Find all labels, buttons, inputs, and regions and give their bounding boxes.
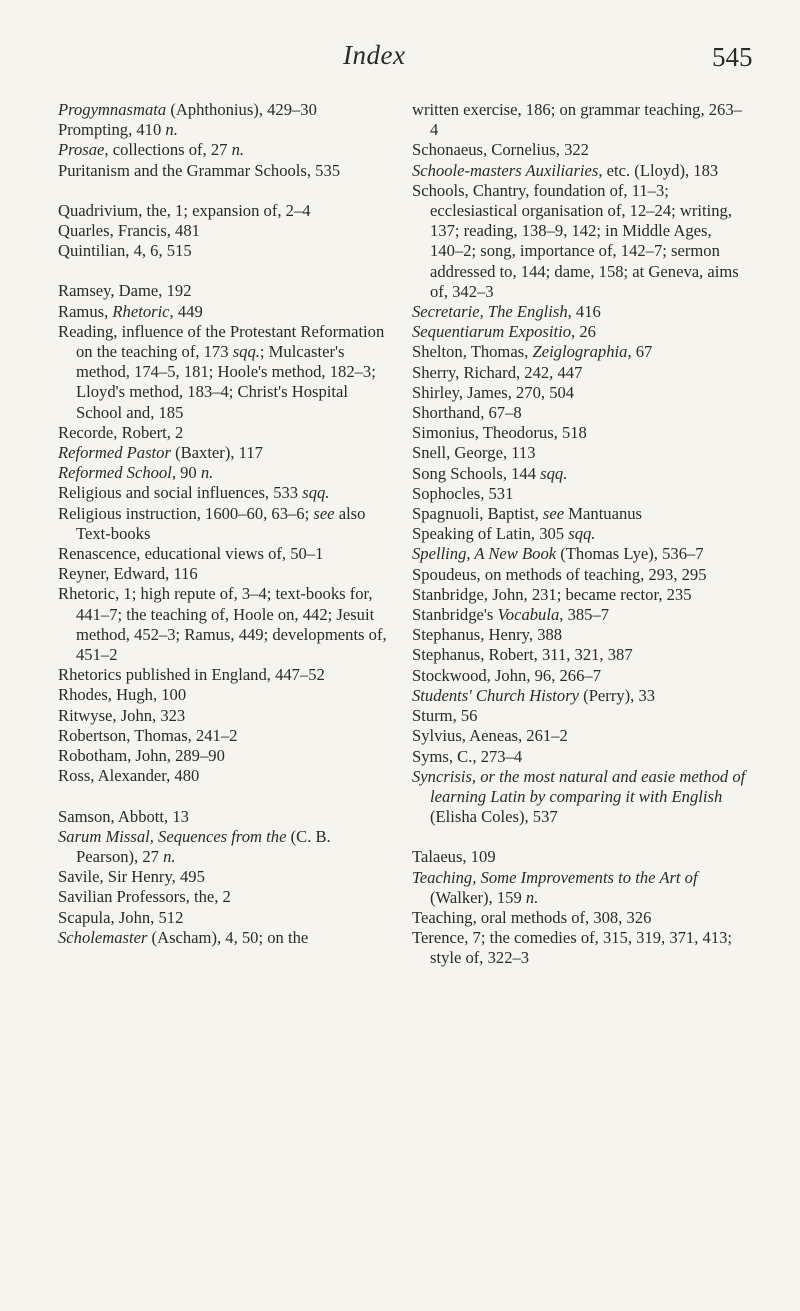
index-entry: [58, 504, 394, 544]
letter-section-gap: [412, 827, 746, 847]
index-entry-text: Religious instruction, 1600–60, 63–6;: [58, 503, 314, 523]
index-entry-italic-text: Sequentiarum Expositio: [412, 322, 572, 342]
index-entry: [412, 140, 746, 160]
index-entry: [58, 443, 394, 463]
index-entry: [58, 766, 394, 786]
index-entry-italic-text: Reformed School: [58, 463, 172, 483]
index-entry: [412, 342, 746, 362]
index-entry-italic-text: Sarum Missal, Sequences from the: [58, 826, 287, 846]
index-entry-text: Savilian Professors, the, 2: [58, 887, 231, 907]
index-entry: [58, 706, 394, 726]
index-entry-italic-text: sqq.: [302, 483, 330, 503]
index-entry: [412, 524, 746, 544]
index-entry-text: Scapula, John, 512: [58, 907, 184, 927]
index-entry-text: , 90: [171, 463, 201, 483]
index-entry: [412, 645, 746, 665]
index-entry: [58, 887, 394, 907]
index-entry: [412, 868, 746, 908]
index-entry: [58, 463, 394, 483]
index-entry: [412, 585, 746, 605]
index-entry-text: Robotham, John, 289–90: [58, 746, 225, 766]
index-entry: [58, 100, 394, 120]
index-entry: [412, 181, 746, 302]
index-entry-text: Samson, Abbott, 13: [58, 806, 189, 826]
index-entry-text: (Baxter), 117: [170, 443, 263, 463]
index-entry: [58, 281, 394, 301]
index-entry: [412, 403, 746, 423]
index-entry-text: , collections of, 27: [104, 140, 232, 160]
index-entry-text: Spoudeus, on methods of teaching, 293, 295: [412, 564, 707, 584]
index-entry-text: (Perry), 33: [579, 685, 656, 705]
index-entry-italic-text: Vocabula: [497, 605, 560, 625]
index-entry: [412, 706, 746, 726]
index-entry: [58, 928, 394, 948]
index-entry: [412, 363, 746, 383]
index-entry: [58, 544, 394, 564]
index-entry-text: Mantuanus: [564, 504, 643, 524]
index-entry: [412, 605, 746, 625]
index-entry-italic-text: see: [542, 504, 565, 524]
running-title: Index: [343, 40, 406, 70]
index-entry-text: written exercise, 186; on grammar teaching, 263–4: [412, 100, 742, 140]
index-entry-text: Terence, 7; the comedies of, 315, 319, 371, 413; style of, 322–3: [412, 928, 733, 968]
index-entry: [58, 161, 394, 181]
index-entry-text: Ross, Alexander, 480: [58, 766, 200, 786]
index-entry-text: Sherry, Richard, 242, 447: [412, 362, 583, 382]
index-entry-italic-text: n.: [165, 120, 178, 140]
index-entry-text: , 385–7: [559, 605, 610, 625]
index-entry-text: Stanbridge's: [412, 605, 498, 625]
index-entry: [58, 140, 394, 160]
index-entry-italic-text: Students' Church History: [412, 685, 580, 705]
index-entry-text: Sophocles, 531: [412, 483, 514, 503]
index-entry: [412, 464, 746, 484]
index-entry: [58, 746, 394, 766]
index-column-left: [58, 100, 394, 948]
index-entry: [412, 565, 746, 585]
index-entry-italic-text: Progymnasmata: [58, 100, 167, 119]
index-entry: [412, 908, 746, 928]
index-entry-text: Shorthand, 67–8: [412, 403, 522, 423]
index-entry: [412, 767, 746, 828]
index-entry-italic-text: Spelling, A New Book: [412, 544, 557, 564]
index-entry: [412, 666, 746, 686]
index-entry: [58, 221, 394, 241]
index-entry: [412, 544, 746, 564]
index-entry-text: , 416: [567, 302, 601, 322]
index-entry: [58, 807, 394, 827]
index-entry: [412, 161, 746, 181]
index-entry-text: (Ascham), 4, 50; on the: [147, 927, 309, 947]
index-entry-italic-text: Teaching, Some Improvements to the Art of: [412, 867, 698, 887]
index-entry-text: Speaking of Latin, 305: [412, 524, 569, 544]
index-entry-italic-text: Rhetoric: [112, 301, 170, 321]
index-entry-text: Sylvius, Aeneas, 261–2: [412, 726, 568, 746]
index-entry: [58, 120, 394, 140]
index-entry-text: (Elisha Coles), 537: [430, 807, 558, 827]
index-entry-text: Quadrivium, the, 1; expansion of, 2–4: [58, 200, 311, 220]
index-entry-text: Recorde, Robert, 2: [58, 422, 184, 442]
index-entry-text: Robertson, Thomas, 241–2: [58, 725, 238, 745]
index-entry-text: Snell, George, 113: [412, 443, 536, 463]
index-entry-italic-text: Zeiglographia: [532, 342, 628, 362]
index-entry: [412, 423, 746, 443]
index-entry-text: Savile, Sir Henry, 495: [58, 867, 205, 887]
index-entry: [412, 100, 746, 140]
index-entry-italic-text: Secretarie, The English: [412, 302, 568, 322]
index-entry-text: Rhodes, Hugh, 100: [58, 685, 187, 705]
index-entry-text: Teaching, oral methods of, 308, 326: [412, 907, 652, 927]
index-entry: [58, 423, 394, 443]
index-entry: [412, 747, 746, 767]
index-entry-text: , 449: [169, 301, 203, 321]
index-entry-text: Schools, Chantry, foundation of, 11–3; ecclesiastical organisation of, 12–24; writing, 137; reading, 138–9, 142; in Middle Ages, 140–2; song, importance of, 142–7; sermon addressed to, 144; dame, 158; at Geneva, aims of, 342–3: [412, 180, 739, 301]
index-entry: [412, 302, 746, 322]
index-entry: [58, 564, 394, 584]
index-entry: [58, 726, 394, 746]
index-entry-italic-text: sqq.: [540, 463, 568, 483]
index-entry-text: Song Schools, 144: [412, 463, 541, 483]
index-entry: [58, 302, 394, 322]
index-entry-text: Renascence, educational views of, 50–1: [58, 544, 324, 564]
index-entry-italic-text: Schoole-masters Auxiliaries: [412, 160, 599, 180]
index-entry-text: Syms, C., 273–4: [412, 746, 523, 766]
index-entry-text: Reading, influence of the Protestant Reformation on the teaching of, 173: [58, 321, 385, 362]
index-entry-italic-text: n.: [525, 887, 539, 907]
index-entry-italic-text: n.: [200, 463, 214, 483]
index-entry-text: Spagnuoli, Baptist,: [412, 504, 543, 524]
index-entry-text: Simonius, Theodorus, 518: [412, 423, 587, 443]
index-entry-text: (Aphthonius), 429–30: [166, 100, 317, 119]
index-entry-italic-text: see: [313, 503, 335, 523]
index-entry-text: Ritwyse, John, 323: [58, 705, 186, 725]
index-entry-text: (Thomas Lye), 536–7: [556, 544, 704, 564]
index-entry-text: Shirley, James, 270, 504: [412, 382, 575, 402]
letter-section-gap: [58, 261, 394, 281]
index-entry: [412, 686, 746, 706]
index-entry-italic-text: Syncrisis, or the most natural and easie method of learning Latin by comparing it with English: [412, 766, 746, 806]
index-entry-text: , 67: [627, 342, 653, 362]
index-entry-italic-text: n.: [231, 140, 245, 160]
index-entry-text: (Walker), 159: [430, 887, 526, 907]
index-entry-text: Rhetorics published in England, 447–52: [58, 665, 325, 685]
index-entry: [58, 201, 394, 221]
index-entry-italic-text: Prosae: [58, 140, 105, 160]
index-entry-text: Ramsey, Dame, 192: [58, 281, 192, 301]
index-entry-text: Talaeus, 109: [412, 847, 496, 867]
index-entry: [412, 726, 746, 746]
index-entry: [58, 867, 394, 887]
index-entry-text: , etc. (Lloyd), 183: [598, 160, 719, 180]
index-entry: [58, 241, 394, 261]
letter-section-gap: [58, 181, 394, 201]
index-entry-text: , 26: [571, 322, 596, 342]
index-entry: [58, 322, 394, 423]
index-entry-italic-text: sqq.: [568, 524, 596, 544]
index-entry-text: Puritanism and the Grammar Schools, 535: [58, 160, 341, 180]
index-entry: [58, 685, 394, 705]
index-entry-italic-text: n.: [163, 846, 176, 866]
index-entry-text: Prompting, 410: [58, 120, 166, 140]
index-entry-text: Schonaeus, Cornelius, 322: [412, 140, 589, 160]
index-column-right: [412, 100, 746, 969]
index-entry-text: ; Mulcaster's method, 174–5, 181; Hoole's method, 182–3; Lloyd's method, 183–4; Christ's Hospital School and, 185: [76, 342, 376, 422]
index-entry-italic-text: Reformed Pastor: [58, 443, 171, 463]
index-entry: [412, 928, 746, 968]
index-entry-italic-text: sqq.: [232, 342, 260, 362]
page-number: 545: [712, 42, 753, 72]
index-entry-text: Rhetoric, 1; high repute of, 3–4; text-books for, 441–7; the teaching of, Hoole on, 442; Jesuit method, 452–3; Ramus, 449; developments of, 451–2: [58, 584, 387, 665]
index-entry-text: Quintilian, 4, 6, 515: [58, 241, 192, 261]
index-entry: [412, 847, 746, 867]
index-entry-text: Sturm, 56: [412, 706, 478, 726]
index-entry: [58, 665, 394, 685]
page-header: [0, 40, 800, 80]
index-entry: [412, 443, 746, 463]
index-entry-text: Ramus,: [58, 301, 113, 321]
index-entry-text: Religious and social influences, 533: [58, 483, 303, 503]
index-entry-text: Stephanus, Henry, 388: [412, 625, 563, 645]
index-entry-text: Stephanus, Robert, 311, 321, 387: [412, 645, 633, 665]
index-entry: [58, 827, 394, 867]
index-entry-italic-text: Scholemaster: [58, 927, 148, 947]
index-entry: [412, 322, 746, 342]
index-entry: [412, 504, 746, 524]
index-entry: [58, 908, 394, 928]
index-entry-text: Reyner, Edward, 116: [58, 564, 198, 584]
index-entry-text: Shelton, Thomas,: [412, 342, 533, 362]
index-entry: [412, 625, 746, 645]
index-entry-text: (C. B. Pearson), 27: [76, 826, 331, 866]
index-entry-text: Stanbridge, John, 231; became rector, 235: [412, 584, 692, 604]
index-entry: [58, 584, 394, 665]
index-entry: [412, 383, 746, 403]
index-entry-text: also Text-books: [76, 503, 366, 543]
index-entry: [58, 483, 394, 503]
index-entry-text: Stockwood, John, 96, 266–7: [412, 665, 601, 685]
index-entry-text: Quarles, Francis, 481: [58, 221, 200, 241]
letter-section-gap: [58, 787, 394, 807]
index-entry: [412, 484, 746, 504]
